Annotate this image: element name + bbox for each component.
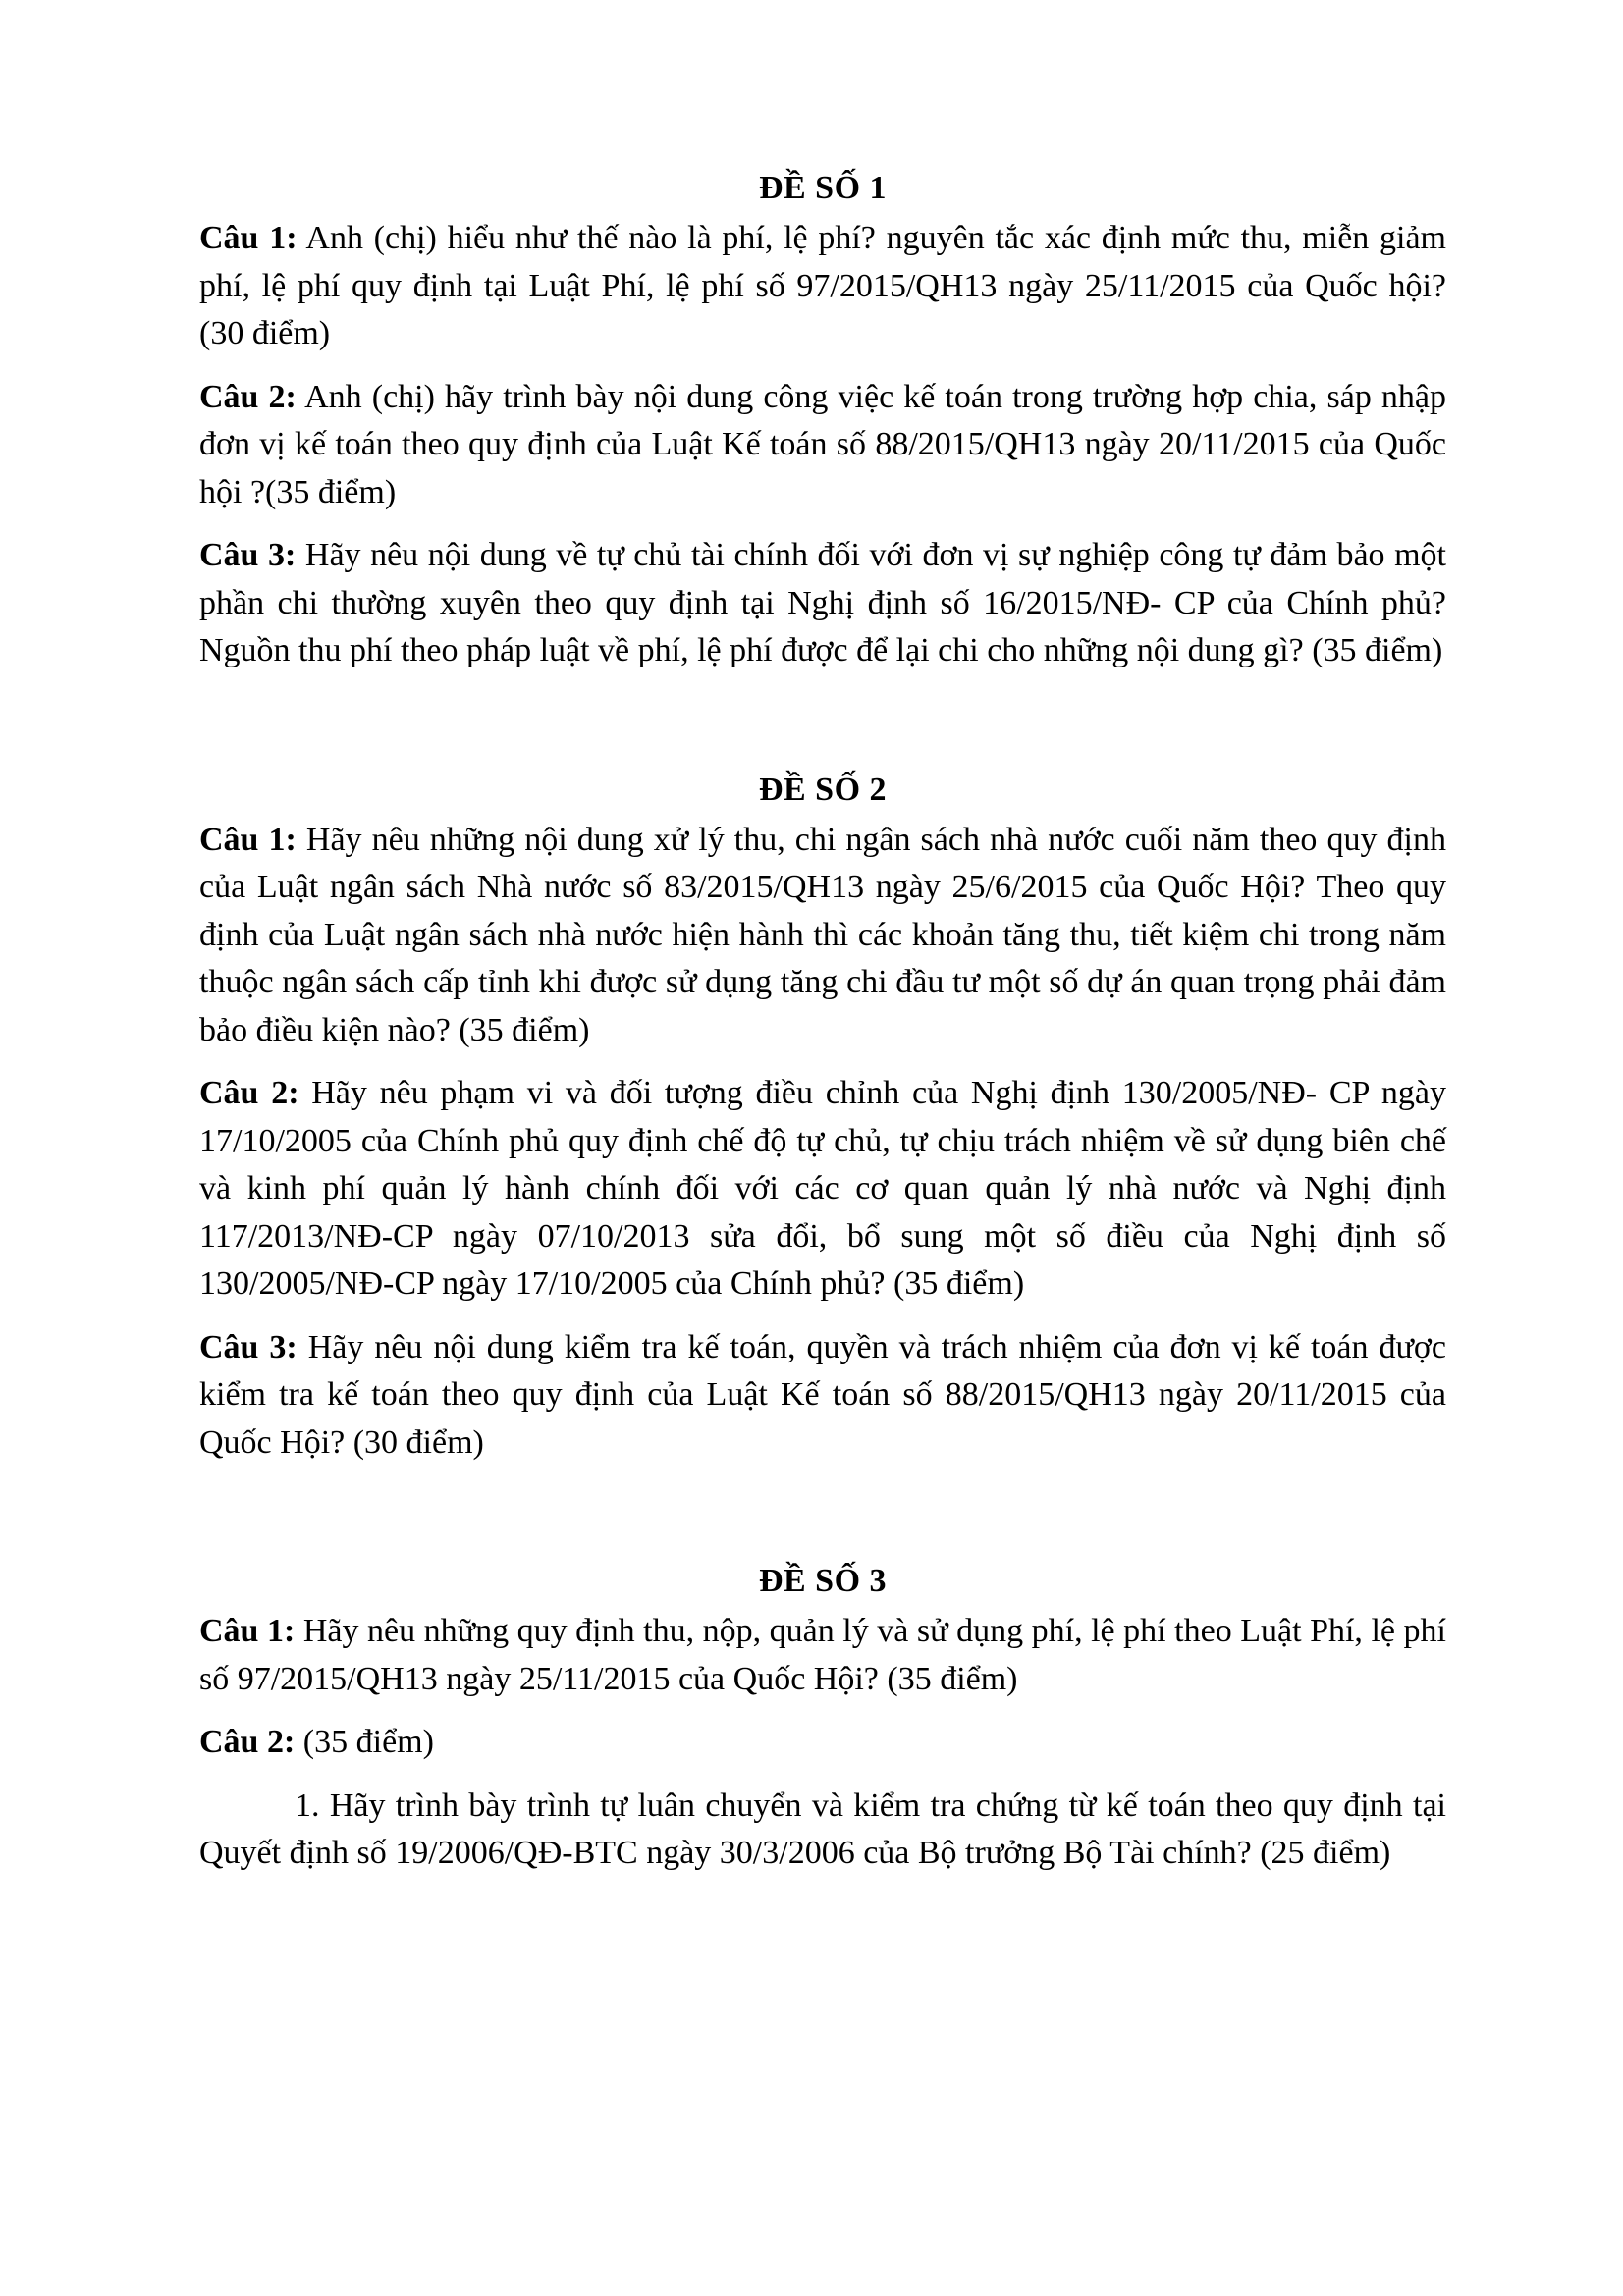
exam-section-2 <box>199 767 1446 1468</box>
question-1 <box>199 817 1446 1055</box>
section-title: ĐỀ SỐ 3 <box>758 1563 888 1599</box>
question-2 <box>199 374 1446 517</box>
question-label: Câu 3: <box>199 537 297 573</box>
question-label: Câu 1: <box>199 821 297 858</box>
question-text: Anh (chị) hiểu như thế nào là phí, lệ phí? nguyên tắc xác định mức thu, miễn giảm phí, lệ phí quy định tại Luật Phí, lệ phí số 97/2015/QH13 ngày 25/11/2015 của Quốc hội? (30 điểm) <box>199 220 1446 351</box>
question-label: Câu 1: <box>199 1613 296 1649</box>
question-label: Câu 2: <box>199 1724 296 1760</box>
question-1 <box>199 1608 1446 1703</box>
exam-section-1 <box>199 165 1446 675</box>
question-label: Câu 3: <box>199 1328 298 1365</box>
question-label: Câu 1: <box>199 220 298 256</box>
question-text: Hãy nêu những nội dung xử lý thu, chi ngân sách nhà nước cuối năm theo quy định của Luật ngân sách Nhà nước số 83/2015/QH13 ngày 25/6/2015 của Quốc Hội? Theo quy định của Luật ngân sách nhà nước hiện hành thì các khoản tăng thu, tiết kiệm chi trong năm thuộc ngân sách cấp tỉnh khi được sử dụng tăng chi đầu tư một số dự án quan trọng phải đảm bảo điều kiện nào? (35 điểm) <box>199 821 1446 1048</box>
question-2 <box>199 1719 1446 1767</box>
question-text: Hãy nêu phạm vi và đối tượng điều chỉnh của Nghị định 130/2005/NĐ- CP ngày 17/10/2005 của Chính phủ quy định chế độ tự chủ, tự chịu trách nhiệm về sử dụng biên chế và kinh phí quản lý hành chính đối với các cơ quan quản lý nhà nước và Nghị định 117/2013/NĐ-CP ngày 07/10/2013 sửa đổi, bổ sung một số điều của Nghị định số 130/2005/NĐ-CP ngày 17/10/2005 của Chính phủ? (35 điểm) <box>199 1075 1446 1302</box>
question-label: Câu 2: <box>199 378 297 415</box>
question-text: Hãy nêu nội dung kiểm tra kế toán, quyền và trách nhiệm của đơn vị kế toán được kiểm tra kế toán theo quy định của Luật Kế toán số 88/2015/QH13 ngày 20/11/2015 của Quốc Hội? (30 điểm) <box>199 1328 1446 1461</box>
question-text: (35 điểm) <box>295 1724 434 1760</box>
section-title: ĐỀ SỐ 1 <box>758 170 888 206</box>
question-1 <box>199 215 1446 358</box>
sub-question-item: 1. Hãy trình bày trình tự luân chuyển và kiểm tra chứng từ kế toán theo quy định tại Quyết định số 19/2006/QĐ-BTC ngày 30/3/2006 của Bộ trưởng Bộ Tài chính? (25 điểm) <box>199 1787 1446 1871</box>
document-content <box>199 165 1446 1878</box>
question-text: Hãy nêu những quy định thu, nộp, quản lý và sử dụng phí, lệ phí theo Luật Phí, lệ phí số 97/2015/QH13 ngày 25/11/2015 của Quốc Hội? (35 điểm) <box>199 1613 1446 1697</box>
section-title: ĐỀ SỐ 2 <box>758 771 888 808</box>
question-text: Hãy nêu nội dung về tự chủ tài chính đối với đơn vị sự nghiệp công tự đảm bảo một phần chi thường xuyên theo quy định tại Nghị định số 16/2015/NĐ- CP của Chính phủ? Nguồn thu phí theo pháp luật về phí, lệ phí được để lại chi cho những nội dung gì? (35 điểm) <box>199 537 1446 668</box>
question-2 <box>199 1070 1446 1308</box>
question-text: Anh (chị) hãy trình bày nội dung công việc kế toán trong trường hợp chia, sáp nhập đơn vị kế toán theo quy định của Luật Kế toán số 88/2015/QH13 ngày 20/11/2015 của Quốc hội ?(35 điểm) <box>199 378 1446 510</box>
question-label: Câu 2: <box>199 1075 299 1111</box>
exam-section-3 <box>199 1558 1446 1878</box>
question-3 <box>199 1324 1446 1468</box>
question-3 <box>199 532 1446 675</box>
